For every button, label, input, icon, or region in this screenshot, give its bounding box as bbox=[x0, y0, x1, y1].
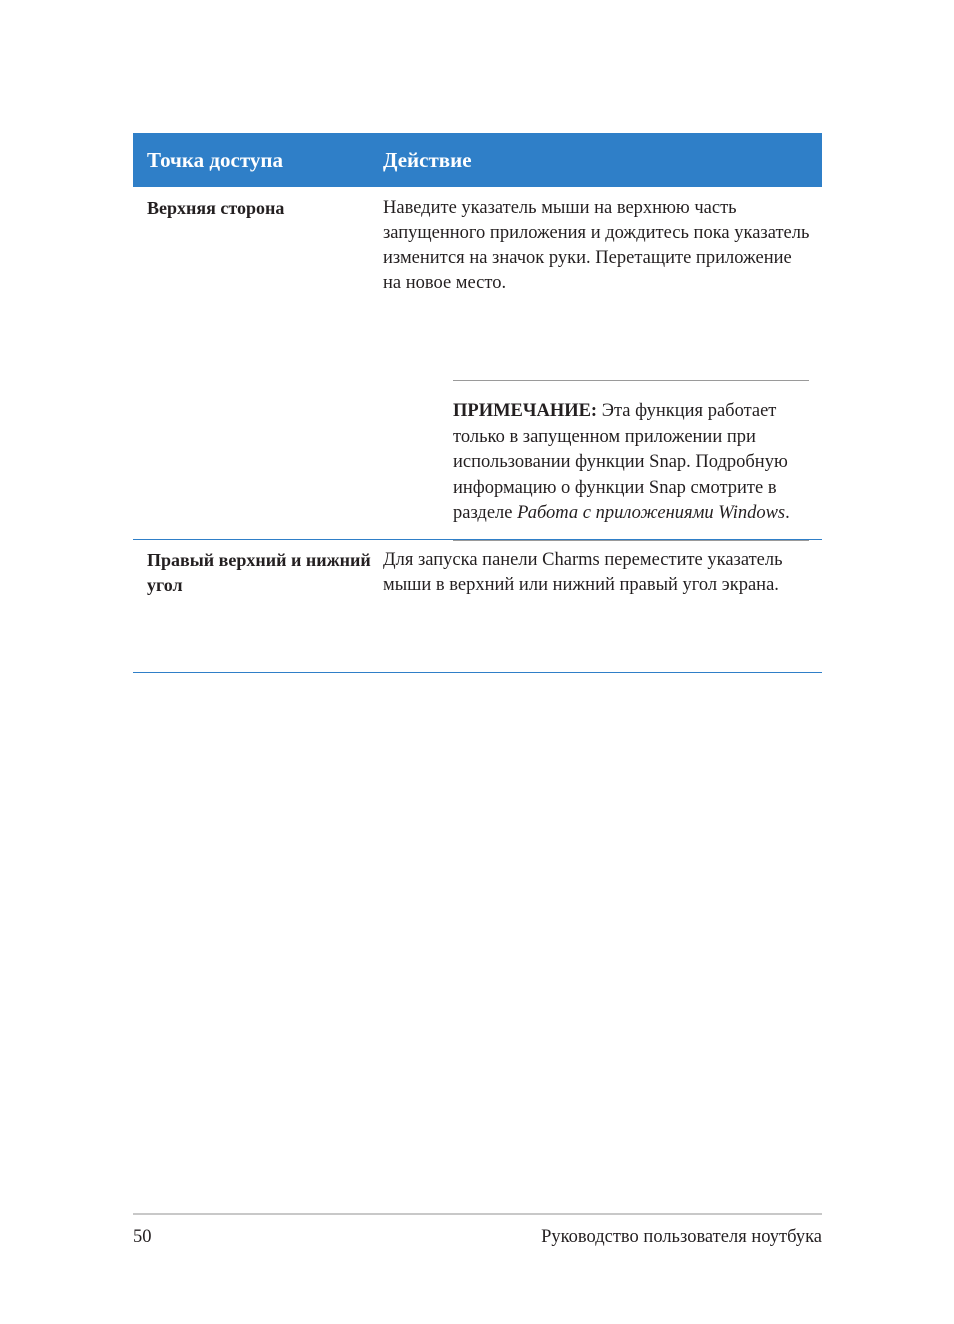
action-cell: Наведите указатель мыши на верхнюю часть запущенного приложения и дождитесь пока указатель изменится на значок руки. Перетащите приложение на новое место. bbox=[383, 198, 810, 293]
note-reference: Работа с приложениями Windows bbox=[517, 503, 786, 523]
table-row bbox=[133, 539, 822, 673]
page-number: 50 bbox=[133, 1227, 152, 1247]
access-point-cell: Верхняя сторона bbox=[147, 198, 285, 218]
note-label: ПРИМЕЧАНИЕ: bbox=[453, 401, 598, 421]
header-action: Действие bbox=[383, 147, 472, 172]
access-point-cell: Правый верхний и нижний угол bbox=[147, 550, 371, 595]
document-title: Руководство пользователя ноутбука bbox=[541, 1227, 822, 1247]
note-text: Эта функция работает только в запущенном приложении при использовании функции Snap. Подробную информацию о функции Snap смотрите в разделе bbox=[453, 401, 788, 523]
table-row bbox=[133, 187, 822, 539]
table-header bbox=[133, 133, 822, 187]
header-access-point: Точка доступа bbox=[147, 147, 283, 172]
note-box bbox=[453, 380, 809, 541]
note-end: . bbox=[785, 503, 790, 523]
page-footer bbox=[133, 1213, 822, 1248]
access-points-table bbox=[133, 133, 822, 673]
action-cell: Для запуска панели Charms переместите указатель мыши в верхний или нижний правый угол экрана. bbox=[383, 550, 783, 595]
